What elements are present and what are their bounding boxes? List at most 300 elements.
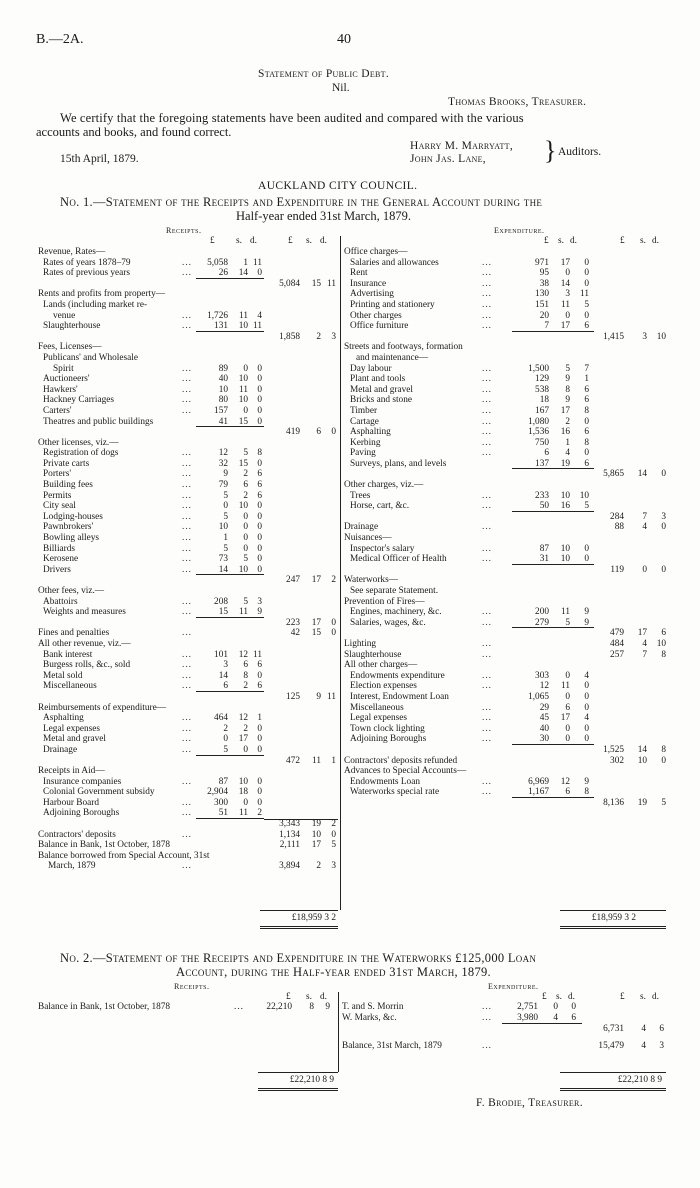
s2-receipts-total: £22,210 8 9 <box>289 1075 334 1085</box>
ledger-row <box>38 469 338 480</box>
amount-a-s: 16 <box>560 427 570 438</box>
leader-dots: ... <box>182 713 192 724</box>
ledger-row <box>344 586 670 597</box>
amount-a-s: 11 <box>561 681 570 692</box>
amount-b-d: 8 <box>661 649 666 660</box>
leader-dots: ... <box>182 374 192 385</box>
amount-a-l: 10 <box>218 522 228 533</box>
receipts-caption: Receipts. <box>166 226 202 235</box>
leader-dots: ... <box>182 268 192 279</box>
amount-a-d: 0 <box>257 511 262 522</box>
row-label: Adjoining Boroughs <box>350 734 427 745</box>
amount-a-l: 29 <box>539 702 549 713</box>
cert-line1: We certify that the foregoing statements have been audited and compared with the various <box>60 111 524 125</box>
amount-b-l: 125 <box>286 691 300 702</box>
ledger-row <box>344 332 670 343</box>
leader-dots: ... <box>482 501 492 512</box>
ledger-row <box>344 279 670 290</box>
amount-b-l: 1,858 <box>279 331 300 342</box>
amount-a-s: 8 <box>565 384 570 395</box>
ledger-row <box>38 766 338 777</box>
amount-a-l: 157 <box>214 405 228 416</box>
row-label: Endowments Loan <box>350 776 420 787</box>
row-label: Adjoining Boroughs <box>43 808 120 819</box>
amount-a-l: 1,080 <box>528 416 549 427</box>
leader-dots: ... <box>482 1002 492 1012</box>
ledger-row <box>38 851 338 862</box>
row-label: Auctioneers' <box>43 374 90 385</box>
ledger-row <box>38 300 338 311</box>
subtotal-rule <box>502 1023 582 1024</box>
receipts-list <box>38 247 338 872</box>
ledger-row <box>344 692 670 703</box>
row-label: Building fees <box>43 480 93 491</box>
amount-a-s: 11 <box>239 384 248 395</box>
amount-a-l: 38 <box>539 278 549 289</box>
amount-a-s: 12 <box>238 649 248 660</box>
amount-b-l: 3,343 <box>279 819 300 830</box>
amount-b-l: 3,894 <box>279 861 300 872</box>
amount-a-s: 17 <box>560 257 570 268</box>
row-label: Burgess rolls, &c., sold <box>43 660 131 671</box>
amount-a-l: 2,751 <box>517 1002 538 1012</box>
leader-dots: ... <box>182 490 192 501</box>
amount-a-d: 6 <box>257 660 262 671</box>
row-label: Miscellaneous <box>350 702 404 713</box>
row-label: Kerbing <box>350 437 381 448</box>
amount-a-l: 1,726 <box>207 310 228 321</box>
ledger-row <box>344 597 670 608</box>
amount-b-l: 42 <box>290 628 300 639</box>
row-label: Nuisances— <box>344 533 392 544</box>
amount-a-d: 0 <box>257 723 262 734</box>
amount-a-l: 167 <box>535 405 549 416</box>
leader-dots: ... <box>182 744 192 755</box>
leader-dots: ... <box>482 607 492 618</box>
ledger-row <box>38 364 338 375</box>
amount-b-d: 2 <box>331 575 336 586</box>
ledger-row <box>38 353 338 364</box>
row-label: Prevention of Fires— <box>344 596 425 607</box>
amount-b-d: 3 <box>659 1041 664 1051</box>
ledger-row <box>38 427 338 438</box>
ledger-row <box>344 798 670 809</box>
amount-b-d: 0 <box>331 617 336 628</box>
cert-line2: accounts and books, and found correct. <box>36 125 232 139</box>
expenditure-total-rule-top <box>560 910 666 911</box>
amount-a-d: 9 <box>584 776 589 787</box>
amount-a-s: 10 <box>238 564 248 575</box>
ledger-row <box>38 279 338 290</box>
amount-a-l: 87 <box>539 543 549 554</box>
amount-a-s: 15 <box>238 458 248 469</box>
amount-b-l: 284 <box>610 511 624 522</box>
page-ref: B.—2A. <box>36 32 84 47</box>
subtotal-rule <box>196 691 264 692</box>
amount-a-l: 5,058 <box>207 257 228 268</box>
amount-a-s: 12 <box>560 776 570 787</box>
amount-a-s: 17 <box>560 321 570 332</box>
row-label: Plant and tools <box>350 374 406 385</box>
amount-a-l: 0 <box>223 734 228 745</box>
amount-a-l: 32 <box>218 458 228 469</box>
amount-a-s: 17 <box>560 405 570 416</box>
leader-dots: ... <box>482 310 492 321</box>
leader-dots: ... <box>182 533 192 544</box>
ledger-row <box>38 438 338 449</box>
amount-a-l: 6 <box>544 448 549 459</box>
ledger-row <box>344 300 670 311</box>
amount-b-d: 11 <box>327 278 336 289</box>
row-label: T. and S. Morrin <box>342 1002 404 1012</box>
amount-b-s: 11 <box>312 755 321 766</box>
leader-dots: ... <box>482 257 492 268</box>
amount-a-l: 14 <box>218 670 228 681</box>
ledger-row <box>38 745 338 756</box>
amount-a-s: 8 <box>243 670 248 681</box>
leader-dots: ... <box>482 405 492 416</box>
amount-b-s: 0 <box>642 564 647 575</box>
amount-a-s: 11 <box>561 607 570 618</box>
amount-a-s: 15 <box>238 416 248 427</box>
s2-receipts-total-rule-bottom <box>258 1088 338 1091</box>
ledger-row <box>344 364 670 375</box>
statement1-title-2: Half-year ended 31st March, 1879. <box>236 209 411 223</box>
amount-a-s: 11 <box>239 607 248 618</box>
amount-a-l: 41 <box>218 416 228 427</box>
amount-b-d: 0 <box>661 755 666 766</box>
leader-dots: ... <box>182 310 192 321</box>
amount-a-d: 0 <box>584 543 589 554</box>
leader-dots: ... <box>182 829 192 840</box>
amount-a-l: 2,904 <box>207 787 228 798</box>
amount-b-d: 0 <box>661 522 666 533</box>
amount-a-l: 45 <box>539 713 549 724</box>
amount-a-l: 30 <box>539 734 549 745</box>
amount-a-d: 0 <box>584 278 589 289</box>
cert-date: 15th April, 1879. <box>60 153 139 165</box>
ledger-row <box>344 544 670 555</box>
row-label: Rent <box>350 268 368 279</box>
subtotal-rule <box>196 617 264 618</box>
amount-a-s: 0 <box>243 744 248 755</box>
amount-a-l: 6,969 <box>528 776 549 787</box>
ledger-row <box>344 565 670 576</box>
row-label: Registration of dogs <box>43 448 119 459</box>
amount-a-s: 2 <box>243 469 248 480</box>
amount-a-l: 101 <box>214 649 228 660</box>
amount-a-d: 0 <box>584 681 589 692</box>
leader-dots: ... <box>482 437 492 448</box>
row-label: Balance, 31st March, 1879 <box>342 1041 442 1051</box>
amount-b-s: 10 <box>311 829 321 840</box>
amount-a-s: 18 <box>238 787 248 798</box>
auditor-2: John Jas. Lane, <box>410 153 486 165</box>
ledger-row <box>38 268 338 279</box>
amount-a-l: 1,065 <box>528 691 549 702</box>
amount-b-l: 479 <box>610 628 624 639</box>
amount-a-l: 303 <box>535 670 549 681</box>
subtotal-rule <box>512 331 594 332</box>
amount-b-d: 3 <box>331 861 336 872</box>
amount-a-l: 40 <box>539 723 549 734</box>
s2-receipt-s: 8 <box>309 1002 314 1012</box>
row-label: Pawnbrokers' <box>43 522 94 533</box>
row-label: Drainage <box>344 522 379 533</box>
leader-dots: ... <box>182 501 192 512</box>
amount-a-s: 11 <box>561 299 570 310</box>
leader-dots: ... <box>182 469 192 480</box>
leader-dots: ... <box>482 374 492 385</box>
amount-a-l: 15 <box>218 607 228 618</box>
ledger-row <box>344 448 670 459</box>
amount-a-l: 6 <box>223 681 228 692</box>
row-label: Colonial Government subsidy <box>43 787 155 798</box>
row-label: Contractors' deposits <box>38 829 116 840</box>
subtotal-rule <box>512 797 594 798</box>
amount-b-d: 5 <box>331 840 336 851</box>
row-label: Rents and profits from property— <box>38 289 166 300</box>
statement2-title-2: Account, during the Half-year ended 31st March, 1879. <box>176 965 491 979</box>
ledger-row <box>38 777 338 788</box>
amount-b-d: 6 <box>659 1024 664 1034</box>
leader-dots: ... <box>482 554 492 565</box>
ledger-row <box>344 469 670 480</box>
row-label: Hawkers' <box>43 384 78 395</box>
leader-dots: ... <box>482 278 492 289</box>
row-label: Salaries and allowances <box>350 257 439 268</box>
row-label: Balance borrowed from Special Account, 31st <box>38 850 210 861</box>
amount-a-l: 26 <box>218 268 228 279</box>
leader-dots: ... <box>482 448 492 459</box>
amount-a-s: 0 <box>243 511 248 522</box>
ledger-row <box>38 395 338 406</box>
amount-a-l: 5 <box>223 543 228 554</box>
amount-b-s: 10 <box>637 755 647 766</box>
ledger-row <box>38 586 338 597</box>
amount-a-l: 3,980 <box>517 1013 538 1023</box>
amount-a-s: 10 <box>238 395 248 406</box>
ledger-row <box>38 491 338 502</box>
row-label: Timber <box>350 405 378 416</box>
row-label: All other charges— <box>344 660 418 671</box>
amount-a-l: 1,167 <box>528 787 549 798</box>
amount-b-d: 0 <box>331 628 336 639</box>
amount-a-d: 0 <box>257 384 262 395</box>
ledger-row <box>344 703 670 714</box>
amount-b-l: 1,415 <box>603 331 624 342</box>
ledger-row <box>38 342 338 353</box>
ledger-row <box>342 1002 668 1013</box>
amount-a-d: 0 <box>257 564 262 575</box>
ledger-row <box>344 501 670 512</box>
ledger-row <box>344 522 670 533</box>
amount-b-s: 15 <box>311 628 321 639</box>
amount-a-l: 300 <box>214 797 228 808</box>
row-label: Drivers <box>43 564 71 575</box>
amount-a-l: 40 <box>218 374 228 385</box>
ledger-row <box>38 544 338 555</box>
ledger-row <box>38 830 338 841</box>
row-label: Metal and gravel <box>350 384 413 395</box>
amount-a-d: 9 <box>584 617 589 628</box>
amount-b-d: 0 <box>661 564 666 575</box>
ledger-row <box>344 618 670 629</box>
row-label: Asphalting <box>350 427 391 438</box>
row-label: Miscellaneous <box>43 681 97 692</box>
row-label: Weights and measures <box>43 607 126 618</box>
leader-dots: ... <box>482 543 492 554</box>
ledger-row <box>38 660 338 671</box>
leader-dots: ... <box>482 713 492 724</box>
leader-dots: ... <box>182 458 192 469</box>
amount-a-d: 0 <box>584 554 589 565</box>
amount-a-l: 14 <box>218 564 228 575</box>
leader-dots: ... <box>482 787 492 798</box>
amount-b-d: 5 <box>661 797 666 808</box>
amount-a-d: 0 <box>257 670 262 681</box>
row-label: Horse, cart, &c. <box>350 501 410 512</box>
amount-b-l: 88 <box>614 522 624 533</box>
ledger-row <box>344 491 670 502</box>
amount-a-d: 0 <box>257 416 262 427</box>
row-label: Hackney Carriages <box>43 395 114 406</box>
amount-a-l: 464 <box>214 713 228 724</box>
ledger-row <box>38 607 338 618</box>
amount-a-s: 10 <box>560 554 570 565</box>
leader-dots: ... <box>482 299 492 310</box>
amount-a-d: 0 <box>257 501 262 512</box>
leader-dots: ... <box>482 268 492 279</box>
amount-a-d: 6 <box>584 395 589 406</box>
amount-b-s: 14 <box>637 744 647 755</box>
amount-b-s: 14 <box>637 469 647 480</box>
ledger-row <box>344 639 670 650</box>
amount-a-d: 0 <box>257 522 262 533</box>
amount-a-l: 279 <box>535 617 549 628</box>
ledger-row <box>38 808 338 819</box>
row-label: Abattoirs <box>43 596 78 607</box>
amount-a-s: 0 <box>565 670 570 681</box>
amount-b-d: 3 <box>331 331 336 342</box>
ledger-row <box>38 512 338 523</box>
amount-b-s: 4 <box>642 522 647 533</box>
row-label: Balance in Bank, 1st October, 1878 <box>38 840 171 851</box>
row-label: Streets and footways, formation <box>344 342 463 353</box>
ledger-row <box>38 417 338 428</box>
ledger-row <box>38 321 338 332</box>
ledger-row <box>344 459 670 470</box>
amount-a-s: 2 <box>243 681 248 692</box>
ledger-row <box>38 819 338 830</box>
leader-dots: ... <box>482 1013 492 1023</box>
s2-receipts-caption: Receipts. <box>174 982 210 991</box>
ledger-row <box>344 247 670 258</box>
row-label: Private carts <box>43 458 90 469</box>
row-label: Salaries, wages, &c. <box>350 617 426 628</box>
amount-a-s: 5 <box>565 617 570 628</box>
amount-a-d: 4 <box>584 713 589 724</box>
ledger-row <box>344 321 670 332</box>
amount-a-s: 1 <box>565 437 570 448</box>
row-label: Medical Officer of Health <box>350 554 447 565</box>
amount-b-l: 419 <box>286 427 300 438</box>
amount-b-d: 10 <box>656 638 666 649</box>
auditor-1: Harry M. Marryatt, <box>410 140 514 152</box>
amount-a-s: 0 <box>565 691 570 702</box>
amount-b-s: 4 <box>641 1041 646 1051</box>
ledger-row <box>344 734 670 745</box>
amount-a-s: 2 <box>243 723 248 734</box>
amount-a-l: 89 <box>218 363 228 374</box>
ledger-row <box>344 395 670 406</box>
ledger-row <box>344 756 670 767</box>
amount-a-d: 8 <box>584 405 589 416</box>
amount-a-s: 1 <box>243 257 248 268</box>
amount-a-s: 6 <box>565 787 570 798</box>
amount-b-d: 0 <box>331 427 336 438</box>
row-label: Fees, Licenses— <box>38 342 102 353</box>
receipts-total-rule-bottom <box>260 926 338 929</box>
row-label: Inspector's salary <box>350 543 415 554</box>
amount-a-s: 0 <box>243 543 248 554</box>
subtotal-rule <box>196 278 264 279</box>
amount-a-s: 14 <box>560 278 570 289</box>
amount-a-d: 0 <box>584 702 589 713</box>
amount-a-d: 1 <box>257 713 262 724</box>
amount-a-l: 130 <box>535 289 549 300</box>
amount-b-s: 7 <box>642 511 647 522</box>
ledger-row <box>38 724 338 735</box>
leader-dots: ... <box>482 416 492 427</box>
amount-a-s: 4 <box>553 1013 558 1023</box>
amount-a-s: 9 <box>565 374 570 385</box>
row-label: Porters' <box>43 469 72 480</box>
row-label: Harbour Board <box>43 797 100 808</box>
amount-b-s: 17 <box>311 575 321 586</box>
leader-dots: ... <box>482 776 492 787</box>
amount-b-d: 8 <box>661 744 666 755</box>
amount-a-d: 11 <box>253 649 262 660</box>
ledger-row <box>344 533 670 544</box>
leader-dots: ... <box>482 490 492 501</box>
s2-receipt-d: 9 <box>325 1002 330 1012</box>
receipts-total-rule-top <box>260 910 338 911</box>
ledger-row <box>38 533 338 544</box>
amount-a-d: 0 <box>257 744 262 755</box>
amount-b-l: 2,111 <box>279 840 300 851</box>
amount-b-l: 1,134 <box>279 829 300 840</box>
leader-dots: ... <box>482 638 492 649</box>
amount-a-s: 10 <box>560 490 570 501</box>
ledger-row <box>38 756 338 767</box>
row-label: Revenue, Rates— <box>38 247 106 257</box>
row-label: Election expenses <box>350 681 417 692</box>
amount-a-d: 4 <box>584 670 589 681</box>
ledger-row <box>38 798 338 809</box>
amount-b-d: 10 <box>656 331 666 342</box>
subtotal-rule <box>512 468 594 469</box>
ledger-row <box>38 385 338 396</box>
amount-a-l: 7 <box>544 321 549 332</box>
amount-a-l: 51 <box>218 808 228 819</box>
amount-b-s: 3 <box>642 331 647 342</box>
ledger-row <box>38 692 338 703</box>
ledger-row <box>38 501 338 512</box>
amount-a-s: 17 <box>560 713 570 724</box>
amount-a-d: 11 <box>580 289 589 300</box>
amount-b-d: 6 <box>661 628 666 639</box>
